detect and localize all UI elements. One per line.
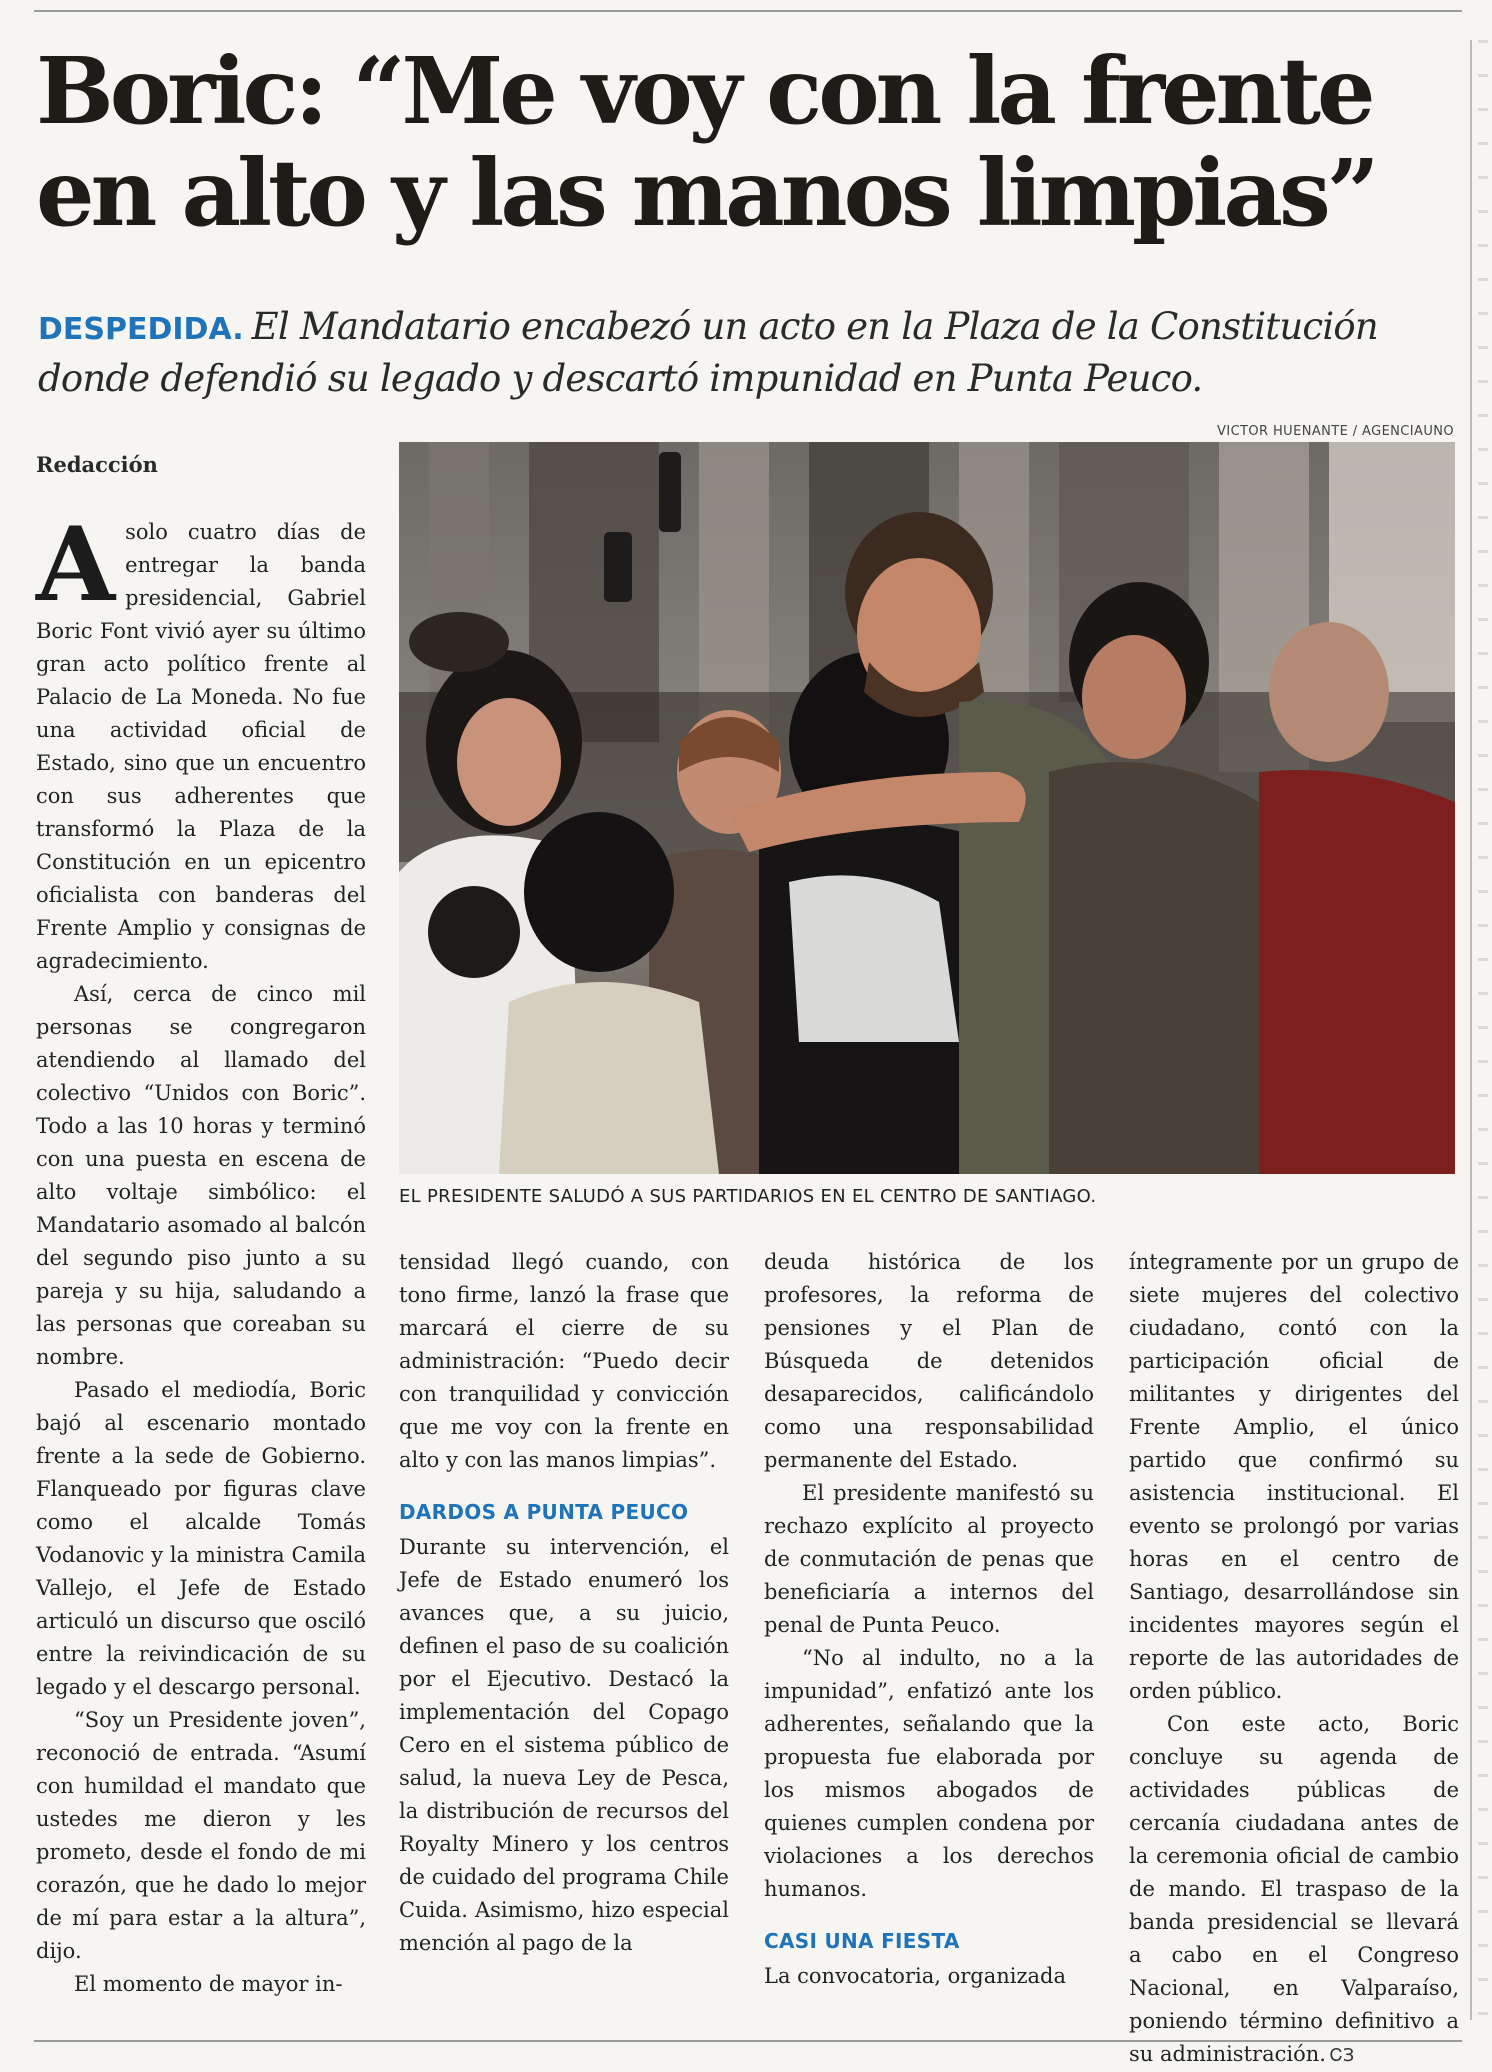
deck-text: El Mandatario encabezó un acto en la Plaza de la Constitución donde defendió su legado y descartó impunidad en Punta Peuco. [38, 305, 1378, 400]
adjacent-page-edge [1478, 40, 1488, 2020]
article-column-4 [1129, 1246, 1459, 2072]
article-paragraph: El momento de mayor in- [74, 1972, 343, 1996]
article-paragraph: Pasado el mediodía, Boric bajó al escenario montado frente a la sede de Gobierno. Flanqueado por figuras clave como el alcalde Tomás Vodanovic y la ministra Camila Vallejo, el Jefe de Estado articuló un discurso que osciló entre la reivindicación de su legado y el descargo personal. [36, 1378, 366, 1699]
news-photo [399, 442, 1455, 1174]
headline-line-2: en alto y las manos limpias” [36, 139, 1376, 247]
deck [38, 302, 1418, 403]
headline [36, 37, 1436, 247]
headline-line-1: Boric: “Me voy con la frente [36, 37, 1372, 145]
photo-caption: EL PRESIDENTE SALUDÓ A SUS PARTIDARIOS EN EL CENTRO DE SANTIAGO. [399, 1186, 1097, 1207]
article-column-1 [36, 505, 366, 2016]
article-paragraph: “Soy un Presidente joven”, reconoció de entrada. “Asumí con humildad el mandato que ustedes me dieron y les prometo, desde el fondo de mi corazón, que he dado lo mejor de mí para estar a la altura”, dijo. [36, 1708, 366, 1963]
article-paragraph: La convocatoria, organizada [764, 1964, 1066, 1988]
byline: Redacción [36, 452, 158, 477]
article-paragraph: Durante su intervención, el Jefe de Estado enumeró los avances que, a su juicio, definen el paso de su coalición por el Ejecutivo. Destacó la implementación del Copago Cero en el sistema público de salud, la nueva Ley de Pesca, la distribución de recursos del Royalty Minero y los centros de cuidado del programa Chile Cuida. Asimismo, hizo especial mención al pago de la [399, 1535, 729, 1955]
photo-illustration [399, 442, 1455, 1174]
deck-kicker: DESPEDIDA. [38, 312, 244, 347]
photo-credit: VICTOR HUENANTE / AGENCIAUNO [1217, 424, 1454, 439]
article-paragraph: deuda histórica de los profesores, la reforma de pensiones y el Plan de Búsqueda de detenidos desaparecidos, calificándolo como una responsabilidad permanente del Estado. [764, 1250, 1094, 1472]
subhead-dardos: DARDOS A PUNTA PEUCO [399, 1500, 689, 1524]
right-column-divider [1470, 40, 1472, 2020]
article-paragraph [1129, 1708, 1459, 2072]
article-paragraph: íntegramente por un grupo de siete mujeres del colectivo ciudadano, contó con la participación oficial de militantes y dirigentes del Frente Amplio, el único partido que confirmó su asistencia institucional. El evento se prolongó por varias horas en el centro de Santiago, desarrollándose sin incidentes mayores según el reporte de las autoridades de orden público. [1129, 1250, 1459, 1703]
end-of-article-icon: ᏟЗ [1329, 2045, 1355, 2066]
top-divider [34, 10, 1462, 12]
dropcap: A [36, 505, 116, 625]
article-paragraph: Así, cerca de cinco mil personas se congregaron atendiendo al llamado del colectivo “Unidos con Boric”. Todo a las 10 horas y terminó con una puesta en escena de alto voltaje simbólico: el Mandatario asomado al balcón del segundo piso junto a su pareja y su hija, saludando a las personas que coreaban su nombre. [36, 982, 366, 1369]
article-paragraph: “No al indulto, no a la impunidad”, enfatizó ante los adherentes, señalando que la propuesta fue elaborada por los mismos abogados de quienes cumplen condena por violaciones a los derechos humanos. [764, 1646, 1094, 1901]
article-paragraph: El presidente manifestó su rechazo explícito al proyecto de conmutación de penas que beneficiaría a internos del penal de Punta Peuco. [764, 1481, 1094, 1637]
paragraph-text: Con este acto, Boric concluye su agenda de actividades públicas de cercanía ciudadana antes de la ceremonia oficial de cambio de mando. El traspaso de la banda presidencial se llevará a cabo en el Congreso Nacional, en Valparaíso, poniendo término definitivo a su administración. [1129, 1712, 1459, 2066]
paragraph-text: solo cuatro días de entregar la banda presidencial, Gabriel Boric Font vivió ayer su último gran acto político frente al Palacio de La Moneda. No fue una actividad oficial de Estado, sino que un encuentro con sus adherentes que transformó la Plaza de la Constitución en un epicentro oficialista con banderas del Frente Amplio y consignas de agradecimiento. [36, 520, 366, 973]
article-paragraph: tensidad llegó cuando, con tono firme, lanzó la frase que marcará el cierre de su administración: “Puedo decir con tranquilidad y convicción que me voy con la frente en alto y con las manos limpias”. [399, 1250, 729, 1472]
article-paragraph [36, 505, 366, 978]
subhead-fiesta: CASI UNA FIESTA [764, 1929, 960, 1953]
article-column-3 [764, 1246, 1094, 1993]
article-column-2 [399, 1246, 729, 1960]
bottom-divider [34, 2040, 1462, 2042]
